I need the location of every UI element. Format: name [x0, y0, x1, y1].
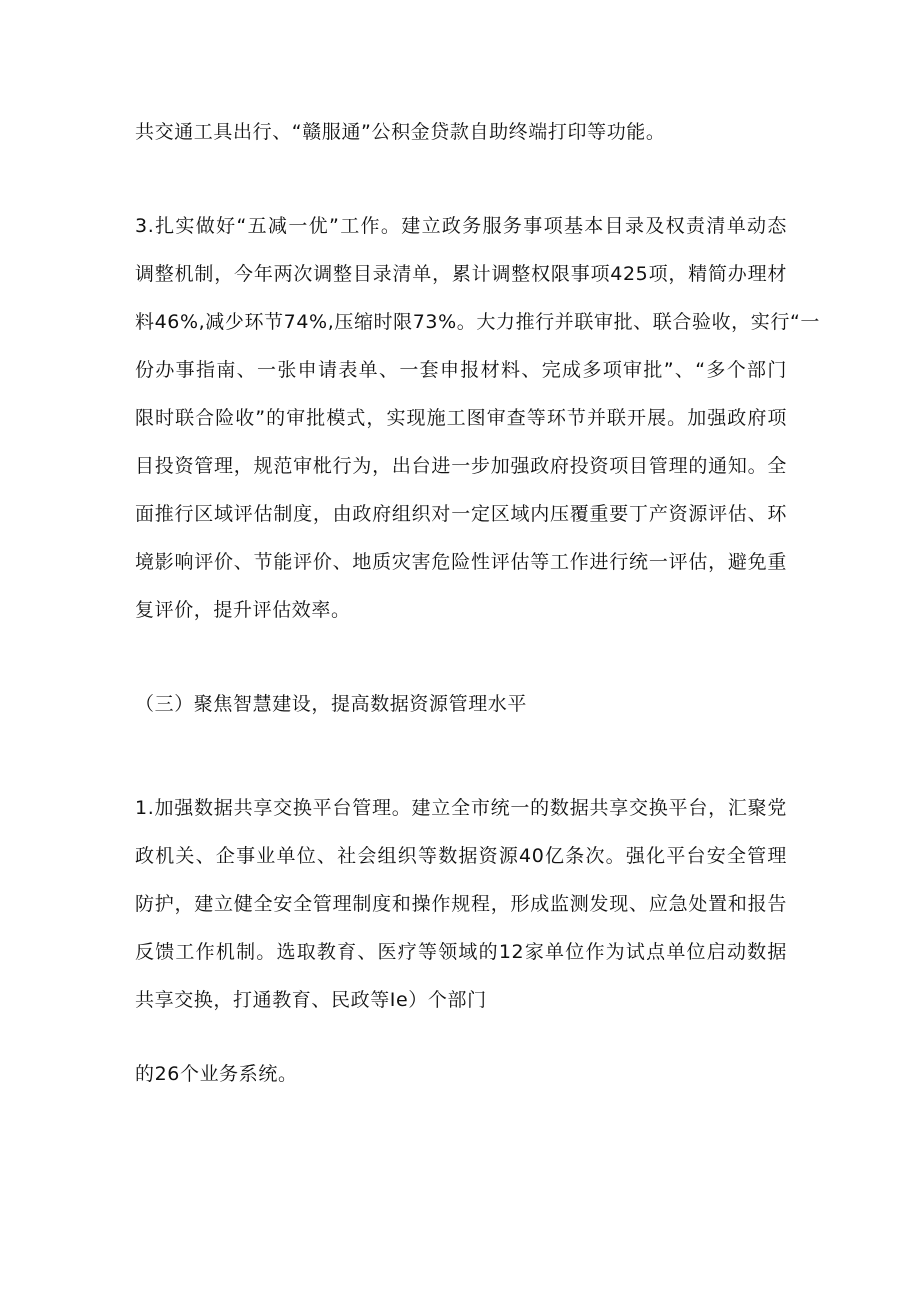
- paragraph-3-line-3: 防护，建立健全安全管理制度和操作规程，形成监测发现、应急处置和报告: [135, 893, 787, 915]
- paragraph-2-line-3: 料46%,减少环节74%,压缩时限73%。大力推行并联审批、联合验收，实行“一: [135, 311, 821, 333]
- paragraph-2-line-2: 调整机制，今年两次调整目录清单，累计调整权限事项425项，精简办理材: [135, 263, 787, 285]
- paragraph-2-line-9: 复评价，提升评估效率。: [135, 599, 351, 621]
- paragraph-3-line-4: 反馈工作机制。选取教育、医疗等领域的12家单位作为试点单位启动数据: [135, 941, 787, 963]
- paragraph-3-line-5: 共享交换，打通教育、民政等Ie）个部门: [135, 989, 487, 1011]
- paragraph-3-line-2: 政机关、企事业单位、社会组织等数据资源40亿条次。强化平台安全管理: [135, 845, 787, 867]
- paragraph-2-line-6: 目投资管理，规范审枇行为，出台进一步加强政府投资项目管理的通知。全: [135, 455, 787, 477]
- section-heading: （三）聚焦智慧建设，提高数据资源管理水平: [135, 693, 528, 715]
- paragraph-2-line-4: 份办事指南、一张申请表单、一套申报材料、完成多项审批”、“多个部门: [135, 359, 787, 381]
- paragraph-2-line-1: 3.扎实做好“五减一优”工作。建立政务服务事项基本目录及权责清单动态: [135, 215, 787, 237]
- paragraph-2-line-5: 限时联合险收”的审批模式，实现施工图审查等环节并联开展。加强政府项: [135, 407, 787, 429]
- paragraph-1-line-1: 共交通工具出行、“赣服通”公积金贷款自助终端打印等功能。: [135, 121, 666, 143]
- paragraph-2-line-7: 面推行区域评估制度，由政府组织对一定区域内压覆重要丁产资源评估、环: [135, 503, 787, 525]
- paragraph-4-line-1: 的26个业务系统。: [135, 1063, 298, 1085]
- paragraph-2-line-8: 境影响评价、节能评价、地质灾害危险性评估等工作进行统一评估，避免重: [135, 551, 787, 573]
- paragraph-3-line-1: 1.加强数据共享交换平台管理。建立全市统一的数据共享交换平台，汇聚党: [135, 797, 787, 819]
